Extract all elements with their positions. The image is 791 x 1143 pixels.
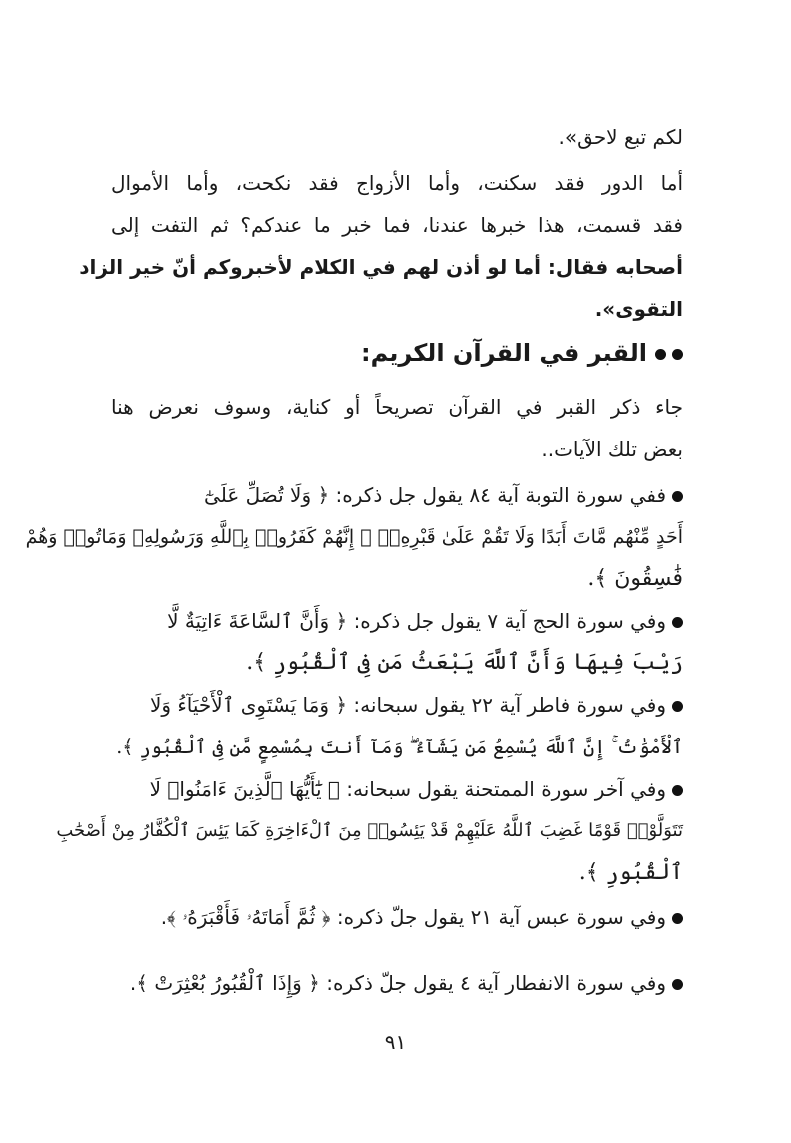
heading-text: القبر في القرآن الكريم: bbox=[360, 339, 647, 367]
bullet-icon bbox=[672, 979, 683, 990]
bullet-icon bbox=[672, 491, 683, 502]
verse-line: رَيْبَ فِيهَا وَأَنَّ ٱللَّهَ يَبْعَثُ مَن فِى ٱلْقُبُورِ ﴾. bbox=[246, 650, 683, 675]
list-item bbox=[111, 606, 683, 636]
list-item bbox=[111, 480, 683, 510]
text-line: وفي آخر سورة الممتحنة يقول سبحانه: ﴿ يَٰٓأَيُّهَا ٱلَّذِينَ ءَامَنُوا۟ لَا bbox=[149, 777, 666, 801]
text-line: وفي سورة الحج آية ٧ يقول جل ذكره: ﴿ وَأَنَّ ٱلسَّاعَةَ ءَاتِيَةٌ لَّا bbox=[167, 609, 666, 633]
list-item bbox=[111, 902, 683, 932]
list-item bbox=[111, 690, 683, 720]
text-line: لكم تبع لاحق». bbox=[558, 125, 683, 149]
page-number: ٩١ bbox=[384, 1030, 407, 1054]
bullet-icon bbox=[672, 617, 683, 628]
bullet-icon bbox=[672, 349, 683, 360]
bullet-icon bbox=[672, 701, 683, 712]
text-line: التقوى». bbox=[594, 297, 683, 321]
text-line: جاء ذكر القبر في القرآن تصريحاً أو كناية، وسوف نعرض هنا bbox=[111, 395, 683, 419]
bullet-icon bbox=[655, 349, 666, 360]
text-line: وفي سورة عبس آية ٢١ يقول جلّ ذكره: ﴿ ثُمَّ أَمَاتَهُۥ فَأَقْبَرَهُۥ ﴾. bbox=[160, 905, 666, 929]
verse-line: ٱلْأَمْوَٰتُ ۚ إِنَّ ٱللَّهَ يُسْمِعُ مَن يَشَآءُ ۖ وَمَآ أَنتَ بِمُسْمِعٍ مَّن فِى ٱلْقُبُورِ ﴾. bbox=[116, 736, 683, 758]
text-line: بعض تلك الآيات.. bbox=[541, 437, 683, 461]
text-line: فقد قسمت، هذا خبرها عندنا، فما خبر ما عندكم؟ ثم التفت إلى bbox=[111, 213, 683, 237]
verse-line: تَتَوَلَّوْا۟ قَوْمًا غَضِبَ ٱللَّهُ عَلَيْهِمْ قَدْ يَئِسُوا۟ مِنَ ٱلْءَاخِرَةِ كَمَا يَئِسَ ٱلْكُفَّارُ مِنْ أَصْحَٰبِ bbox=[56, 820, 683, 841]
verse-line: فَٰسِقُونَ ﴾. bbox=[587, 566, 683, 591]
bullet-icon bbox=[672, 913, 683, 924]
bullet-icon bbox=[672, 785, 683, 796]
text-line: وفي سورة الانفطار آية ٤ يقول جلّ ذكره: ﴿ وَإِذَا ٱلْقُبُورُ بُعْثِرَتْ ﴾. bbox=[129, 971, 666, 995]
list-item bbox=[111, 774, 683, 804]
verse-line: ٱلْقُبُورِ ﴾. bbox=[578, 860, 683, 885]
list-item bbox=[111, 968, 683, 998]
text-line: أما الدور فقد سكنت، وأما الأزواج فقد نكحت، وأما الأموال bbox=[111, 171, 683, 195]
text-line: أصحابه فقال: أما لو أذن لهم في الكلام لأخبروكم أنّ خير الزاد bbox=[79, 255, 683, 279]
section-heading bbox=[111, 338, 683, 368]
text-line: ففي سورة التوبة آية ٨٤ يقول جل ذكره: ﴿ وَلَا تُصَلِّ عَلَىٰٓ bbox=[204, 483, 666, 507]
verse-line: أَحَدٍ مِّنْهُم مَّاتَ أَبَدًا وَلَا تَقُمْ عَلَىٰ قَبْرِهِۦٓ ۖ إِنَّهُمْ كَفَرُوا۟ بِٱللَّهِ وَرَسُولِهِۦ وَمَاتُوا۟ وَهُمْ bbox=[25, 526, 683, 548]
text-line: وفي سورة فاطر آية ٢٢ يقول سبحانه: ﴿ وَمَا يَسْتَوِى ٱلْأَحْيَآءُ وَلَا bbox=[149, 693, 666, 717]
